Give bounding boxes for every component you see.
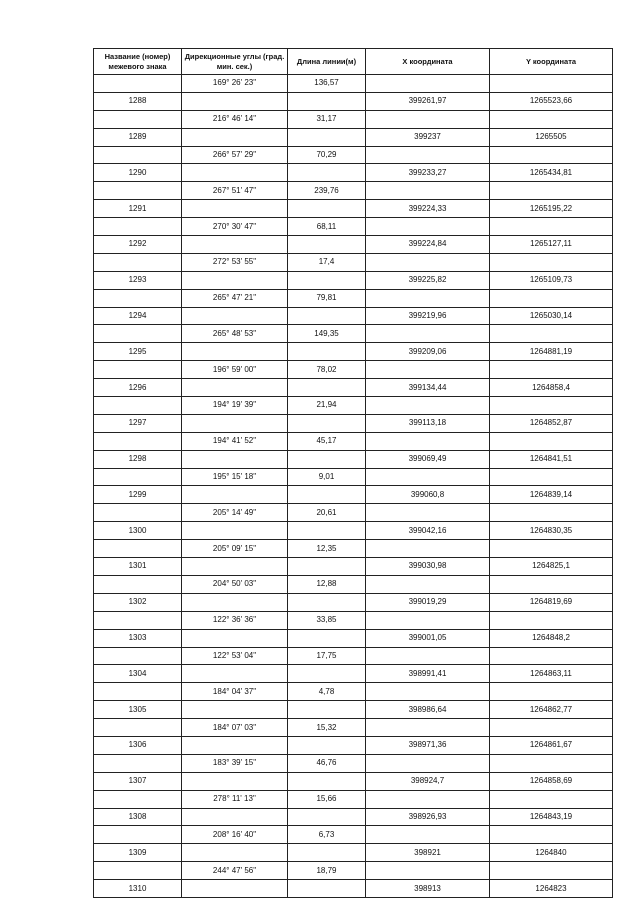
direction-angle-cell: 244° 47' 56" xyxy=(182,862,288,880)
x-coordinate-cell: 399237 xyxy=(366,128,490,146)
x-coordinate-cell xyxy=(366,289,490,307)
table-row-segment xyxy=(94,754,613,772)
table-body xyxy=(94,75,613,898)
direction-angle-cell: 184° 07' 03" xyxy=(182,719,288,737)
y-coordinate-cell xyxy=(490,468,613,486)
table-row-point xyxy=(94,200,613,218)
point-name-cell: 1289 xyxy=(94,128,182,146)
point-name-cell: 1305 xyxy=(94,701,182,719)
table-row-segment xyxy=(94,468,613,486)
direction-angle-cell: 266° 57' 29" xyxy=(182,146,288,164)
direction-angle-cell: 196° 59' 00" xyxy=(182,361,288,379)
table-row-segment xyxy=(94,611,613,629)
x-coordinate-cell: 399233,27 xyxy=(366,164,490,182)
point-name-cell xyxy=(94,468,182,486)
direction-angle-cell xyxy=(182,236,288,254)
x-coordinate-cell: 399261,97 xyxy=(366,92,490,110)
y-coordinate-cell: 1264819,69 xyxy=(490,593,613,611)
point-name-cell xyxy=(94,110,182,128)
y-coordinate-cell: 1264852,87 xyxy=(490,414,613,432)
line-length-cell xyxy=(288,307,366,325)
table-row-segment xyxy=(94,325,613,343)
line-length-cell xyxy=(288,736,366,754)
direction-angle-cell xyxy=(182,486,288,504)
table-row-point xyxy=(94,92,613,110)
y-coordinate-cell: 1264825,1 xyxy=(490,558,613,576)
direction-angle-cell: 122° 53' 04" xyxy=(182,647,288,665)
point-name-cell: 1292 xyxy=(94,236,182,254)
y-coordinate-cell xyxy=(490,575,613,593)
table-row-segment xyxy=(94,361,613,379)
direction-angle-cell: 194° 19' 39" xyxy=(182,397,288,415)
y-coordinate-cell: 1264858,69 xyxy=(490,772,613,790)
line-length-cell: 136,57 xyxy=(288,75,366,93)
point-name-cell: 1299 xyxy=(94,486,182,504)
y-coordinate-cell xyxy=(490,218,613,236)
direction-angle-cell: 265° 48' 53" xyxy=(182,325,288,343)
y-coordinate-cell xyxy=(490,110,613,128)
point-name-cell: 1307 xyxy=(94,772,182,790)
line-length-cell: 68,11 xyxy=(288,218,366,236)
point-name-cell: 1304 xyxy=(94,665,182,683)
direction-angle-cell: 204° 50' 03" xyxy=(182,575,288,593)
y-coordinate-cell xyxy=(490,325,613,343)
table-row-segment xyxy=(94,504,613,522)
y-coordinate-cell: 1264823 xyxy=(490,880,613,898)
line-length-cell xyxy=(288,379,366,397)
y-coordinate-cell: 1265127,11 xyxy=(490,236,613,254)
x-coordinate-cell: 399209,06 xyxy=(366,343,490,361)
header-line-length: Длина линии(м) xyxy=(288,49,366,75)
x-coordinate-cell: 399113,18 xyxy=(366,414,490,432)
y-coordinate-cell xyxy=(490,790,613,808)
point-name-cell xyxy=(94,75,182,93)
line-length-cell xyxy=(288,880,366,898)
direction-angle-cell xyxy=(182,164,288,182)
x-coordinate-cell: 398971,36 xyxy=(366,736,490,754)
y-coordinate-cell: 1264861,67 xyxy=(490,736,613,754)
direction-angle-cell xyxy=(182,343,288,361)
direction-angle-cell: 205° 14' 49" xyxy=(182,504,288,522)
x-coordinate-cell: 398924,7 xyxy=(366,772,490,790)
x-coordinate-cell: 399224,33 xyxy=(366,200,490,218)
table-row-segment xyxy=(94,182,613,200)
table-row-segment xyxy=(94,432,613,450)
y-coordinate-cell xyxy=(490,253,613,271)
table-row-point xyxy=(94,486,613,504)
header-x-coordinate: X координата xyxy=(366,49,490,75)
x-coordinate-cell: 399060,8 xyxy=(366,486,490,504)
direction-angle-cell: 184° 04' 37" xyxy=(182,683,288,701)
point-name-cell: 1290 xyxy=(94,164,182,182)
line-length-cell xyxy=(288,92,366,110)
direction-angle-cell: 265° 47' 21" xyxy=(182,289,288,307)
table-row-segment xyxy=(94,826,613,844)
direction-angle-cell xyxy=(182,736,288,754)
line-length-cell xyxy=(288,164,366,182)
table-row-segment xyxy=(94,790,613,808)
line-length-cell xyxy=(288,844,366,862)
direction-angle-cell: 205° 09' 15" xyxy=(182,540,288,558)
direction-angle-cell xyxy=(182,307,288,325)
point-name-cell: 1308 xyxy=(94,808,182,826)
y-coordinate-cell xyxy=(490,146,613,164)
table-row-segment xyxy=(94,575,613,593)
y-coordinate-cell xyxy=(490,647,613,665)
point-name-cell xyxy=(94,719,182,737)
line-length-cell xyxy=(288,486,366,504)
x-coordinate-cell xyxy=(366,146,490,164)
y-coordinate-cell: 1265109,73 xyxy=(490,271,613,289)
y-coordinate-cell xyxy=(490,826,613,844)
point-name-cell: 1300 xyxy=(94,522,182,540)
y-coordinate-cell: 1265030,14 xyxy=(490,307,613,325)
coordinates-sheet xyxy=(93,48,612,898)
line-length-cell: 20,61 xyxy=(288,504,366,522)
point-name-cell: 1298 xyxy=(94,450,182,468)
table-header-row xyxy=(94,49,613,75)
y-coordinate-cell: 1264863,11 xyxy=(490,665,613,683)
line-length-cell: 78,02 xyxy=(288,361,366,379)
line-length-cell: 17,75 xyxy=(288,647,366,665)
point-name-cell xyxy=(94,504,182,522)
line-length-cell: 21,94 xyxy=(288,397,366,415)
x-coordinate-cell xyxy=(366,361,490,379)
line-length-cell: 33,85 xyxy=(288,611,366,629)
x-coordinate-cell: 399225,82 xyxy=(366,271,490,289)
point-name-cell xyxy=(94,647,182,665)
x-coordinate-cell: 398926,93 xyxy=(366,808,490,826)
point-name-cell xyxy=(94,325,182,343)
point-name-cell xyxy=(94,862,182,880)
line-length-cell xyxy=(288,200,366,218)
x-coordinate-cell: 398913 xyxy=(366,880,490,898)
table-row-point xyxy=(94,558,613,576)
table-row-point xyxy=(94,808,613,826)
line-length-cell: 79,81 xyxy=(288,289,366,307)
y-coordinate-cell: 1264839,14 xyxy=(490,486,613,504)
point-name-cell: 1297 xyxy=(94,414,182,432)
direction-angle-cell: 267° 51' 47" xyxy=(182,182,288,200)
direction-angle-cell xyxy=(182,271,288,289)
direction-angle-cell xyxy=(182,880,288,898)
x-coordinate-cell xyxy=(366,397,490,415)
direction-angle-cell xyxy=(182,808,288,826)
x-coordinate-cell xyxy=(366,611,490,629)
point-name-cell xyxy=(94,253,182,271)
y-coordinate-cell xyxy=(490,862,613,880)
point-name-cell xyxy=(94,397,182,415)
table-row-point xyxy=(94,701,613,719)
x-coordinate-cell: 399219,96 xyxy=(366,307,490,325)
direction-angle-cell xyxy=(182,522,288,540)
table-row-segment xyxy=(94,289,613,307)
line-length-cell: 70,29 xyxy=(288,146,366,164)
x-coordinate-cell xyxy=(366,218,490,236)
x-coordinate-cell: 399224,84 xyxy=(366,236,490,254)
point-name-cell xyxy=(94,790,182,808)
direction-angle-cell xyxy=(182,665,288,683)
point-name-cell: 1291 xyxy=(94,200,182,218)
table-row-point xyxy=(94,414,613,432)
direction-angle-cell: 272° 53' 55" xyxy=(182,253,288,271)
x-coordinate-cell: 399134,44 xyxy=(366,379,490,397)
table-row-segment xyxy=(94,110,613,128)
y-coordinate-cell: 1264840 xyxy=(490,844,613,862)
direction-angle-cell xyxy=(182,844,288,862)
table-row-point xyxy=(94,307,613,325)
point-name-cell xyxy=(94,289,182,307)
table-row-point xyxy=(94,665,613,683)
table-row-point xyxy=(94,736,613,754)
direction-angle-cell: 278° 11' 13" xyxy=(182,790,288,808)
line-length-cell: 31,17 xyxy=(288,110,366,128)
table-row-point xyxy=(94,450,613,468)
line-length-cell: 15,32 xyxy=(288,719,366,737)
y-coordinate-cell: 1264848,2 xyxy=(490,629,613,647)
x-coordinate-cell: 399019,29 xyxy=(366,593,490,611)
direction-angle-cell: 208° 16' 40" xyxy=(182,826,288,844)
point-name-cell xyxy=(94,754,182,772)
direction-angle-cell xyxy=(182,593,288,611)
y-coordinate-cell xyxy=(490,182,613,200)
point-name-cell xyxy=(94,361,182,379)
direction-angle-cell xyxy=(182,379,288,397)
point-name-cell: 1288 xyxy=(94,92,182,110)
table-row-point xyxy=(94,522,613,540)
table-row-segment xyxy=(94,719,613,737)
direction-angle-cell: 122° 36' 36" xyxy=(182,611,288,629)
x-coordinate-cell xyxy=(366,540,490,558)
direction-angle-cell: 194° 41' 52" xyxy=(182,432,288,450)
y-coordinate-cell: 1264862,77 xyxy=(490,701,613,719)
table-row-point xyxy=(94,593,613,611)
table-row-segment xyxy=(94,540,613,558)
point-name-cell xyxy=(94,432,182,450)
x-coordinate-cell: 398991,41 xyxy=(366,665,490,683)
table-row-segment xyxy=(94,75,613,93)
point-name-cell xyxy=(94,182,182,200)
line-length-cell xyxy=(288,414,366,432)
x-coordinate-cell xyxy=(366,826,490,844)
x-coordinate-cell xyxy=(366,575,490,593)
point-name-cell: 1295 xyxy=(94,343,182,361)
point-name-cell xyxy=(94,540,182,558)
point-name-cell xyxy=(94,146,182,164)
table-row-point xyxy=(94,271,613,289)
point-name-cell: 1301 xyxy=(94,558,182,576)
line-length-cell xyxy=(288,665,366,683)
point-name-cell: 1309 xyxy=(94,844,182,862)
direction-angle-cell xyxy=(182,414,288,432)
x-coordinate-cell xyxy=(366,647,490,665)
line-length-cell xyxy=(288,128,366,146)
header-point-name: Название (номер) межевого знака xyxy=(94,49,182,75)
y-coordinate-cell xyxy=(490,683,613,701)
table-row-point xyxy=(94,629,613,647)
y-coordinate-cell: 1264830,35 xyxy=(490,522,613,540)
direction-angle-cell xyxy=(182,92,288,110)
line-length-cell xyxy=(288,450,366,468)
point-name-cell: 1306 xyxy=(94,736,182,754)
point-name-cell: 1302 xyxy=(94,593,182,611)
line-length-cell: 6,73 xyxy=(288,826,366,844)
line-length-cell xyxy=(288,629,366,647)
table-row-point xyxy=(94,128,613,146)
line-length-cell: 17,4 xyxy=(288,253,366,271)
x-coordinate-cell: 399042,16 xyxy=(366,522,490,540)
y-coordinate-cell xyxy=(490,397,613,415)
x-coordinate-cell xyxy=(366,504,490,522)
point-name-cell: 1296 xyxy=(94,379,182,397)
line-length-cell: 46,76 xyxy=(288,754,366,772)
y-coordinate-cell xyxy=(490,432,613,450)
direction-angle-cell xyxy=(182,200,288,218)
line-length-cell: 45,17 xyxy=(288,432,366,450)
line-length-cell: 239,76 xyxy=(288,182,366,200)
line-length-cell xyxy=(288,271,366,289)
table-row-point xyxy=(94,772,613,790)
point-name-cell xyxy=(94,683,182,701)
x-coordinate-cell xyxy=(366,75,490,93)
line-length-cell: 9,01 xyxy=(288,468,366,486)
table-row-segment xyxy=(94,253,613,271)
line-length-cell xyxy=(288,343,366,361)
table-row-point xyxy=(94,880,613,898)
direction-angle-cell xyxy=(182,558,288,576)
direction-angle-cell: 195° 15' 18" xyxy=(182,468,288,486)
y-coordinate-cell: 1265434,81 xyxy=(490,164,613,182)
line-length-cell xyxy=(288,701,366,719)
y-coordinate-cell xyxy=(490,754,613,772)
y-coordinate-cell xyxy=(490,719,613,737)
x-coordinate-cell xyxy=(366,862,490,880)
table-row-point xyxy=(94,343,613,361)
y-coordinate-cell xyxy=(490,504,613,522)
line-length-cell: 12,35 xyxy=(288,540,366,558)
line-length-cell xyxy=(288,236,366,254)
direction-angle-cell xyxy=(182,772,288,790)
boundary-coordinates-table xyxy=(93,48,613,898)
x-coordinate-cell xyxy=(366,432,490,450)
y-coordinate-cell: 1265505 xyxy=(490,128,613,146)
table-row-point xyxy=(94,379,613,397)
line-length-cell: 12,88 xyxy=(288,575,366,593)
y-coordinate-cell xyxy=(490,611,613,629)
table-row-point xyxy=(94,164,613,182)
x-coordinate-cell: 399069,49 xyxy=(366,450,490,468)
y-coordinate-cell: 1264881,19 xyxy=(490,343,613,361)
x-coordinate-cell xyxy=(366,325,490,343)
y-coordinate-cell xyxy=(490,289,613,307)
point-name-cell: 1310 xyxy=(94,880,182,898)
x-coordinate-cell: 399001,05 xyxy=(366,629,490,647)
y-coordinate-cell: 1265195,22 xyxy=(490,200,613,218)
line-length-cell xyxy=(288,522,366,540)
point-name-cell xyxy=(94,826,182,844)
x-coordinate-cell: 398921 xyxy=(366,844,490,862)
x-coordinate-cell xyxy=(366,790,490,808)
point-name-cell xyxy=(94,575,182,593)
table-row-segment xyxy=(94,146,613,164)
point-name-cell xyxy=(94,218,182,236)
table-row-segment xyxy=(94,397,613,415)
line-length-cell xyxy=(288,558,366,576)
point-name-cell xyxy=(94,611,182,629)
y-coordinate-cell: 1265523,66 xyxy=(490,92,613,110)
x-coordinate-cell xyxy=(366,683,490,701)
direction-angle-cell xyxy=(182,128,288,146)
table-row-segment xyxy=(94,647,613,665)
direction-angle-cell: 183° 39' 15" xyxy=(182,754,288,772)
header-y-coordinate: Y координата xyxy=(490,49,613,75)
direction-angle-cell xyxy=(182,450,288,468)
x-coordinate-cell: 399030,98 xyxy=(366,558,490,576)
line-length-cell: 149,35 xyxy=(288,325,366,343)
y-coordinate-cell: 1264841,51 xyxy=(490,450,613,468)
line-length-cell xyxy=(288,593,366,611)
direction-angle-cell xyxy=(182,701,288,719)
point-name-cell: 1294 xyxy=(94,307,182,325)
x-coordinate-cell xyxy=(366,110,490,128)
x-coordinate-cell xyxy=(366,719,490,737)
y-coordinate-cell xyxy=(490,361,613,379)
direction-angle-cell xyxy=(182,629,288,647)
line-length-cell: 4,78 xyxy=(288,683,366,701)
y-coordinate-cell xyxy=(490,540,613,558)
x-coordinate-cell xyxy=(366,468,490,486)
line-length-cell: 15,66 xyxy=(288,790,366,808)
x-coordinate-cell: 398986,64 xyxy=(366,701,490,719)
table-row-segment xyxy=(94,862,613,880)
direction-angle-cell: 169° 26' 23" xyxy=(182,75,288,93)
direction-angle-cell: 216° 46' 14" xyxy=(182,110,288,128)
x-coordinate-cell xyxy=(366,182,490,200)
line-length-cell: 18,79 xyxy=(288,862,366,880)
direction-angle-cell: 270° 30' 47" xyxy=(182,218,288,236)
x-coordinate-cell xyxy=(366,253,490,271)
x-coordinate-cell xyxy=(366,754,490,772)
table-row-point xyxy=(94,236,613,254)
table-row-segment xyxy=(94,218,613,236)
y-coordinate-cell: 1264858,4 xyxy=(490,379,613,397)
point-name-cell: 1293 xyxy=(94,271,182,289)
y-coordinate-cell: 1264843,19 xyxy=(490,808,613,826)
header-direction-angles: Дирекционные углы (град. мин. сек.) xyxy=(182,49,288,75)
line-length-cell xyxy=(288,808,366,826)
y-coordinate-cell xyxy=(490,75,613,93)
table-row-point xyxy=(94,844,613,862)
point-name-cell: 1303 xyxy=(94,629,182,647)
table-row-segment xyxy=(94,683,613,701)
line-length-cell xyxy=(288,772,366,790)
